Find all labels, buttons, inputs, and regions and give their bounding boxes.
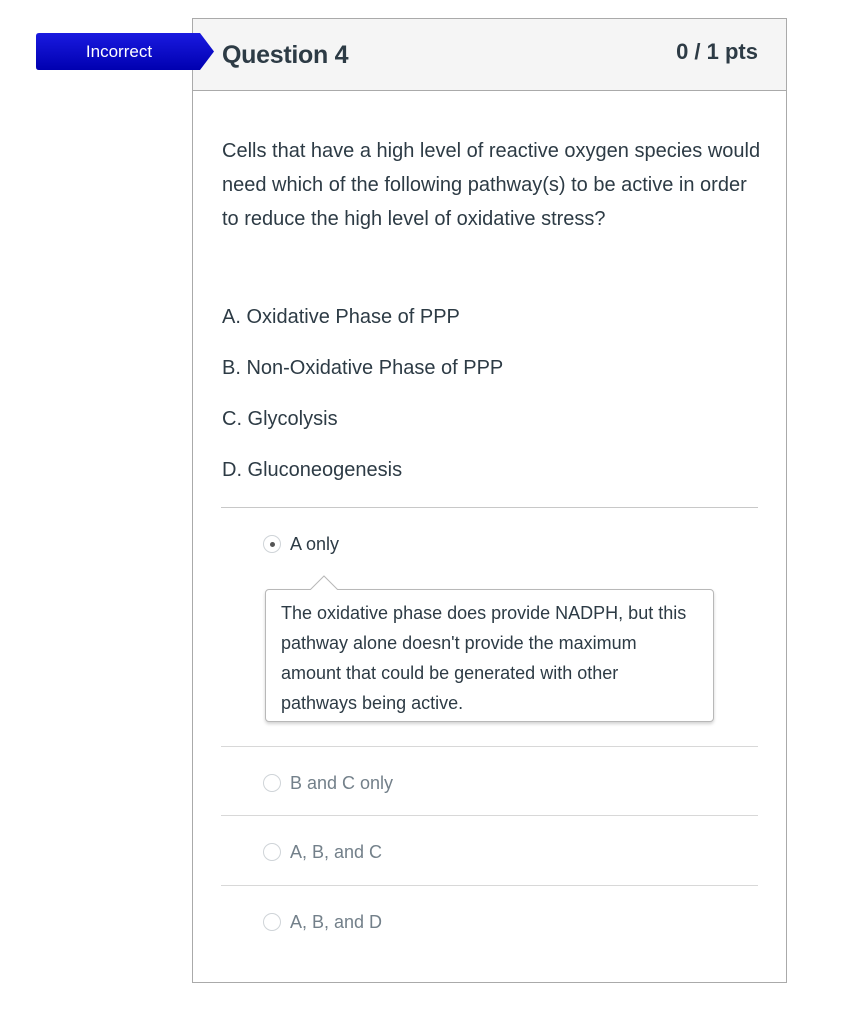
answer-option-2[interactable] [263, 770, 393, 796]
answer-divider [221, 815, 758, 816]
answer-divider [221, 885, 758, 886]
question-option-d: D. Gluconeogenesis [222, 459, 403, 481]
question-header [193, 19, 786, 91]
answers-divider [221, 507, 758, 508]
question-title: Question 4 [222, 41, 349, 69]
question-prompt: Cells that have a high level of reactive oxygen species would need which of the following pathway(s) to be active in order to reduce the high level of oxidative stress? [222, 140, 761, 230]
question-points: 0 / 1 pts [676, 39, 758, 64]
status-label: Incorrect [85, 42, 153, 61]
feedback-pointer-icon [310, 575, 338, 590]
answer-divider [221, 746, 758, 747]
question-option-b: B. Non-Oxidative Phase of PPP [222, 357, 504, 379]
answer-label: A only [290, 533, 340, 554]
incorrect-flag [36, 33, 214, 70]
radio-icon[interactable] [263, 774, 281, 792]
answer-option-3[interactable] [263, 839, 382, 865]
question-option-a: A. Oxidative Phase of PPP [222, 306, 460, 328]
question-body [222, 134, 762, 481]
question-card [192, 18, 787, 983]
radio-icon[interactable] [263, 913, 281, 931]
radio-icon[interactable] [263, 843, 281, 861]
question-option-c: C. Glycolysis [222, 408, 338, 430]
radio-selected-icon[interactable] [263, 535, 281, 553]
answer-label: A, B, and D [290, 911, 383, 932]
answer-label: A, B, and C [290, 841, 383, 862]
feedback-text: The oxidative phase does provide NADPH, but this pathway alone doesn't provide the maximum amount that could be generated with other pathways being active. [281, 603, 687, 713]
answer-option-4[interactable] [263, 909, 382, 935]
answer-label: B and C only [290, 772, 394, 793]
answer-option-1[interactable] [263, 531, 339, 557]
feedback-comment [265, 589, 714, 722]
